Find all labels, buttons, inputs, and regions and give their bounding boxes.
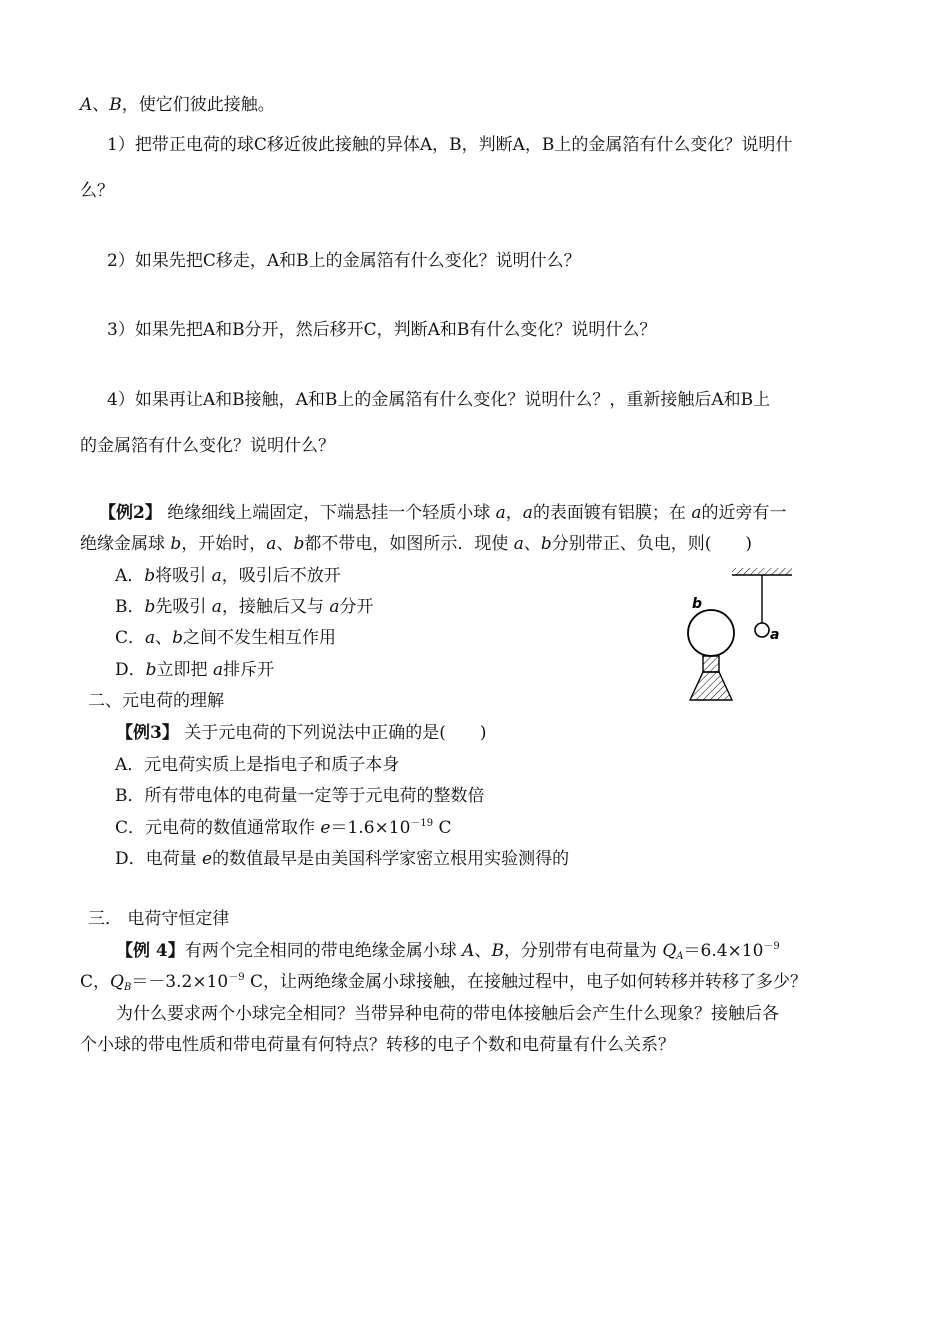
text: 分开 xyxy=(339,597,374,617)
question-1-line-2: 么？ xyxy=(80,181,114,201)
example-4-line-3: 为什么要求两个小球完全相同？当带异种电荷的带电体接触后会产生什么现象？接触后各 xyxy=(116,1004,779,1024)
text: 的数值最早是由美国科学家密立根用实验测得的 xyxy=(212,849,570,869)
text: 的表面镀有铝膜；在 xyxy=(532,503,692,523)
text: 立即把 xyxy=(156,660,213,680)
example-3-option-d xyxy=(115,848,569,870)
text: C，让两绝缘金属小球接触，在接触过程中，电子如何转移并转移了多少？ xyxy=(244,972,808,992)
ball-a xyxy=(755,623,769,637)
text: 、 xyxy=(523,534,541,554)
var-a: a xyxy=(266,534,277,554)
question-2: 2）如果先把C移走，A和B上的金属箔有什么变化？说明什么？ xyxy=(107,251,581,271)
example-4-line-1 xyxy=(116,940,780,962)
ball-b xyxy=(688,610,734,656)
text: 先吸引 xyxy=(155,597,212,617)
example-2-option-b xyxy=(115,596,373,618)
text: ＝6.4×10 xyxy=(683,941,764,961)
text: 有两个完全相同的带电绝缘金属小球 xyxy=(184,941,463,961)
text: C xyxy=(433,818,452,838)
ceiling-hatch xyxy=(732,568,792,575)
example-4-line-4: 个小球的带电性质和带电荷量有何特点？转移的电子个数和电荷量有什么关系？ xyxy=(80,1035,675,1055)
text: C． xyxy=(115,628,146,648)
exponent: －9 xyxy=(763,941,780,952)
example-2-option-a xyxy=(115,565,341,587)
var-b: b xyxy=(145,660,157,680)
text: D． xyxy=(115,660,146,680)
var-a: a xyxy=(211,566,222,586)
question-1-line-1: 1）把带正电荷的球C移近彼此接触的异体A，B，判断A，B上的金属箔有什么变化？说明什 xyxy=(107,135,793,155)
example-3-option-c xyxy=(115,817,452,839)
text: A． xyxy=(115,566,145,586)
var-Q: Q xyxy=(662,941,677,961)
section-3-heading: 三． 电荷守恒定律 xyxy=(88,909,230,929)
text: 、 xyxy=(155,628,173,648)
section-2-heading: 二、元电荷的理解 xyxy=(88,691,224,711)
var-a: a xyxy=(495,503,506,523)
var-a: a xyxy=(211,597,222,617)
subscript: A xyxy=(676,951,684,962)
example-2-line-1 xyxy=(99,502,786,524)
var-a: a xyxy=(522,503,533,523)
var-A: A xyxy=(462,941,475,961)
question-4-line-1: 4）如果再让A和B接触，A和B上的金属箔有什么变化？说明什么？，重新接触后A和B上 xyxy=(107,390,771,410)
var-b: b xyxy=(144,566,156,586)
text: 绝缘细线上端固定，下端悬挂一个轻质小球 xyxy=(161,503,496,523)
text: 关于元电荷的下列说法中正确的是( ) xyxy=(178,723,487,743)
example-2-line-2 xyxy=(80,533,752,555)
text: C， xyxy=(80,972,111,992)
example-3-tag: 【例3】 xyxy=(116,723,179,743)
text: ，吸引后不放开 xyxy=(221,566,341,586)
example-2-option-d xyxy=(115,659,274,681)
example-3-stem xyxy=(116,722,487,744)
var-a: a xyxy=(212,660,224,680)
text: 、 xyxy=(276,534,294,554)
ball-a-label: A xyxy=(80,95,93,115)
separator: 、 xyxy=(92,95,110,115)
text: 的近旁有一 xyxy=(701,503,787,523)
pendulum-figure xyxy=(682,565,822,710)
exponent: －9 xyxy=(228,972,245,983)
ball-b-label: B xyxy=(109,95,122,115)
var-B: B xyxy=(491,941,504,961)
text: C．元电荷的数值通常取作 xyxy=(115,818,321,838)
subscript: B xyxy=(123,982,132,993)
example-4-tag: 【例 4】 xyxy=(116,941,185,961)
text: 都不带电，如图所示．现使 xyxy=(304,534,514,554)
text: 将吸引 xyxy=(155,566,212,586)
var-e: e xyxy=(320,818,331,838)
text: 绝缘金属球 xyxy=(80,534,171,554)
example-2-tag: 【例2】 xyxy=(99,503,162,523)
ball-a-figure-label: a xyxy=(770,627,780,643)
example-3-option-b: B．所有带电体的电荷量一定等于元电荷的整数倍 xyxy=(115,786,485,806)
var-b: b xyxy=(293,534,305,554)
text: ＝1.6×10 xyxy=(330,818,411,838)
var-Q: Q xyxy=(110,972,124,992)
text: ，开始时， xyxy=(181,534,267,554)
var-b: b xyxy=(172,628,184,648)
text: 之间不发生相互作用 xyxy=(183,628,337,648)
var-a: a xyxy=(145,628,156,648)
stand-neck xyxy=(703,656,719,672)
text: D．电荷量 xyxy=(115,849,203,869)
text: 、 xyxy=(474,941,492,961)
text: B． xyxy=(115,597,145,617)
text: 排斥开 xyxy=(223,660,275,680)
text: ， xyxy=(505,503,523,523)
var-b: b xyxy=(144,597,156,617)
var-b: b xyxy=(170,534,182,554)
text: 分别带正、负电，则( ) xyxy=(551,534,753,554)
ball-b-figure-label: b xyxy=(692,596,703,612)
example-2-option-c xyxy=(115,627,336,649)
var-a: a xyxy=(329,597,340,617)
intro-text: ，使它们彼此接触。 xyxy=(121,95,275,115)
question-3: 3）如果先把A和B分开，然后移开C，判断A和B有什么变化？说明什么？ xyxy=(107,320,657,340)
var-e: e xyxy=(202,849,213,869)
text: ，分别带有电荷量为 xyxy=(503,941,663,961)
var-b: b xyxy=(540,534,552,554)
stand-base xyxy=(690,672,732,700)
question-4-line-2: 的金属箔有什么变化？说明什么？ xyxy=(80,436,335,456)
example-3-option-a: A．元电荷实质上是指电子和质子本身 xyxy=(115,755,400,775)
example-4-line-2 xyxy=(80,971,807,993)
var-a: a xyxy=(513,534,524,554)
intro-line xyxy=(80,94,275,116)
var-a: a xyxy=(691,503,702,523)
text: ，接触后又与 xyxy=(221,597,330,617)
exponent: －19 xyxy=(410,818,434,829)
text: ＝－3.2×10 xyxy=(131,972,229,992)
